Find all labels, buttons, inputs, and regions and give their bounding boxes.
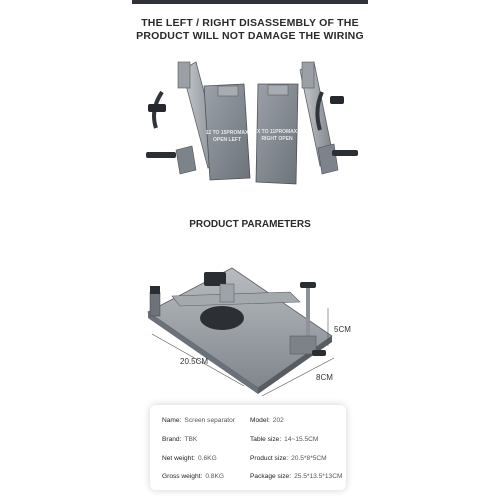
right-plate-label-1: X TO 11PROMAX: [256, 129, 298, 135]
param-net-weight: Net weight: 0.6KG: [162, 455, 217, 462]
param-model: Model: 202: [250, 417, 284, 424]
clamp-wheel: [200, 306, 244, 330]
param-product-size: Product size: 20.5*8*5CM: [250, 455, 327, 462]
headline-line-2: PRODUCT WILL NOT DAMAGE THE WIRING: [136, 30, 364, 42]
section-title: PRODUCT PARAMETERS: [189, 219, 311, 230]
left-plate-label-1: 12 TO 15PROMAX: [205, 130, 249, 136]
param-brand: Brand: TBK: [162, 436, 198, 443]
parameters-card: [150, 405, 346, 490]
param-gross-weight: Gross weight: 0.8KG: [162, 473, 225, 480]
param-name: Name: Screen separator: [162, 417, 236, 424]
length-dim-label: 20.5CM: [180, 357, 209, 366]
param-package-size: Package size: 25.5*13.5*13CM: [250, 473, 343, 480]
param-table-size: Table size: 14~15.5CM: [250, 436, 319, 443]
height-dim-label: 5CM: [334, 325, 351, 334]
headline-line-1: THE LEFT / RIGHT DISASSEMBLY OF THE: [141, 17, 359, 29]
right-plate-label-2: RIGHT OPEN: [261, 136, 293, 142]
left-plate-label-2: OPEN LEFT: [212, 137, 242, 143]
width-dim-label: 8CM: [316, 373, 333, 382]
